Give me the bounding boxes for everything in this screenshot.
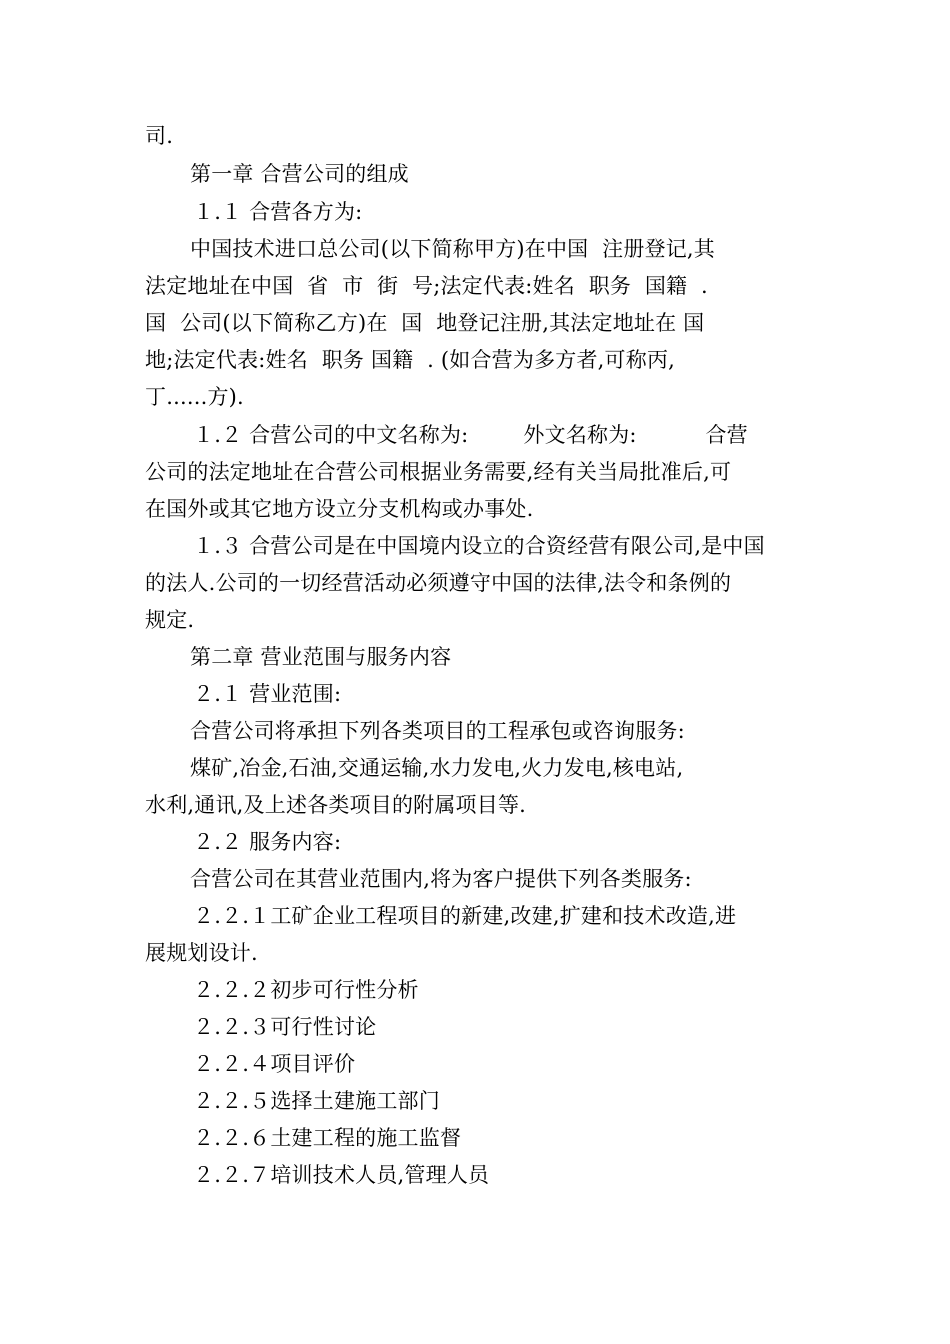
paragraph-line: 展规划设计. [145,941,258,965]
section-heading: ２.１ 营业范围: [193,682,342,706]
paragraph-line: 国 公司(以下简称乙方)在 国 地登记注册,其法定地址在 国 [145,311,705,335]
list-item: ２.２.３可行性讨论 [193,1015,377,1039]
paragraph-line: 在国外或其它地方设立分支机构或办事处. [145,497,534,521]
paragraph-line: 公司的法定地址在合营公司根据业务需要,经有关当局批准后,可 [145,460,732,484]
paragraph-line: 的法人.公司的一切经营活动必须遵守中国的法律,法令和条例的 [145,571,732,595]
paragraph-line: 煤矿,冶金,石油,交通运输,水力发电,火力发电,核电站, [190,756,684,780]
section-heading: １.１ 合营各方为: [193,200,363,224]
paragraph-line: 丁......方). [145,385,244,409]
paragraph-line: 司. [145,124,174,148]
paragraph-line: 合营公司在其营业范围内,将为客户提供下列各类服务: [190,867,692,891]
section-heading: １.３ 合营公司是在中国境内设立的合资经营有限公司,是中国 [193,534,765,558]
paragraph-line: 法定地址在中国 省 市 街 号;法定代表:姓名 职务 国籍 . [145,274,708,298]
list-item: ２.２.６土建工程的施工监督 [193,1126,462,1150]
section-heading: １.２ 合营公司的中文名称为: 外文名称为: 合营 [193,423,748,447]
paragraph-line: 水利,通讯,及上述各类项目的附属项目等. [145,793,527,817]
paragraph-line: 合营公司将承担下列各类项目的工程承包或咨询服务: [190,719,685,743]
section-heading: ２.２ 服务内容: [193,830,342,854]
paragraph-line: 规定. [145,608,195,632]
list-item: ２.２.２初步可行性分析 [193,978,419,1002]
paragraph-line: 中国技术进口总公司(以下简称甲方)在中国 注册登记,其 [190,237,716,261]
list-item: ２.２.５选择土建施工部门 [193,1089,440,1113]
chapter-heading: 第一章 合营公司的组成 [190,162,409,186]
paragraph-line: 地;法定代表:姓名 职务 国籍 . (如合营为多方者,可称丙, [145,348,676,372]
list-item: ２.２.１工矿企业工程项目的新建,改建,扩建和技术改造,进 [193,904,737,928]
chapter-heading: 第二章 营业范围与服务内容 [190,645,452,669]
list-item: ２.２.４项目评价 [193,1052,356,1076]
list-item: ２.２.７培训技术人员,管理人员 [193,1163,490,1187]
